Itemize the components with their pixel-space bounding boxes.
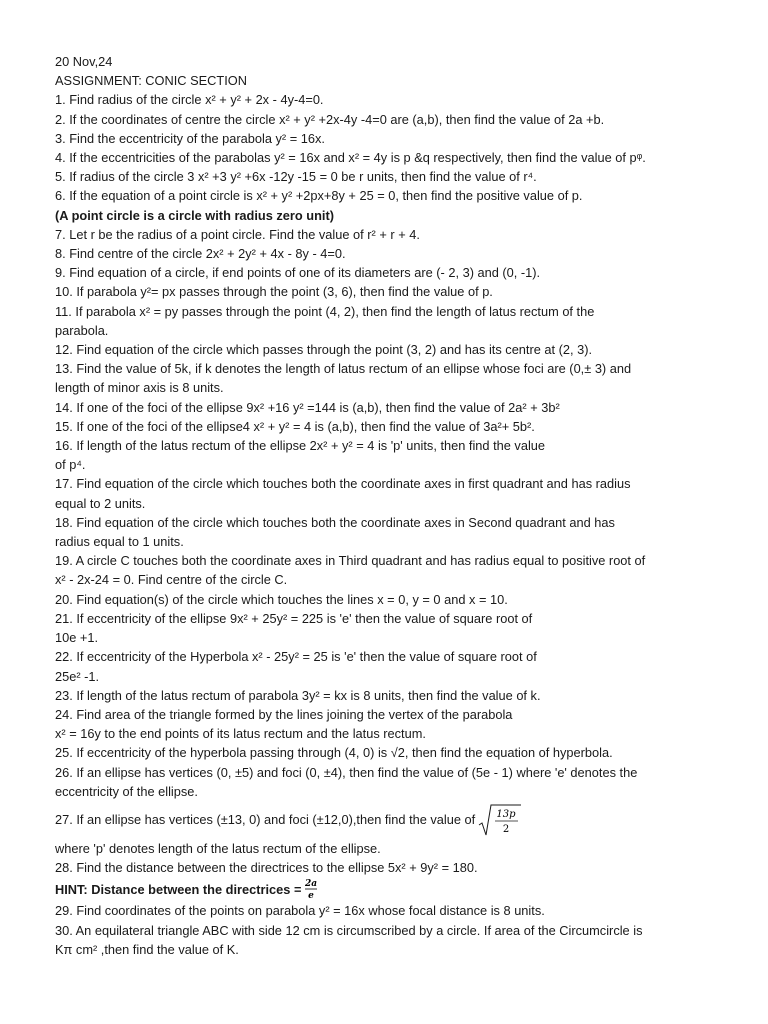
question-6: 6. If the equation of a point circle is x² + y² +2px+8y + 25 = 0, then find the positive value of p. xyxy=(55,188,583,204)
question-4: 4. If the eccentricities of the parabolas y² = 16x and x² = 4y is p &q respectively, then find the value of pᵠ. xyxy=(55,150,646,166)
question-line: 24. Find area of the triangle formed by the lines joining the vertex of the parabola xyxy=(55,706,513,722)
hint-fraction-icon xyxy=(303,877,319,901)
question-28: 28. Find the distance between the directrices to the ellipse 5x² + 9y² = 180. xyxy=(55,860,478,876)
question-line: 8. Find centre of the circle 2x² + 2y² + 4x - 8y - 4=0. xyxy=(55,246,346,262)
q27-denominator: 2 xyxy=(503,823,510,835)
question-line: 18. Find equation of the circle which touches both the coordinate axes in Second quadrant and has xyxy=(55,514,615,530)
question-line: x² - 2x-24 = 0. Find centre of the circle C. xyxy=(55,572,288,588)
question-line: 21. If eccentricity of the ellipse 9x² + 25y² = 225 is 'e' then the value of square root of xyxy=(55,610,533,626)
question-line: 22. If eccentricity of the Hyperbola x² - 25y² = 25 is 'e' then the value of square root of xyxy=(55,649,537,665)
assignment-title: ASSIGNMENT: CONIC SECTION xyxy=(55,73,247,89)
hint-denominator: e xyxy=(308,891,315,902)
question-line: parabola. xyxy=(55,322,109,338)
question-line: 13. Find the value of 5k, if k denotes the length of latus rectum of an ellipse whose foci are (0,± 3) and xyxy=(55,361,632,377)
question-line: 26. If an ellipse has vertices (0, ±5) and foci (0, ±4), then find the value of (5e - 1) where 'e' denotes the xyxy=(55,764,638,780)
question-line: radius equal to 1 units. xyxy=(55,534,184,550)
question-3: 3. Find the eccentricity of the parabola y² = 16x. xyxy=(55,130,325,146)
questions-7-26 xyxy=(55,225,715,801)
question-line: x² = 16y to the end points of its latus rectum and the latus rectum. xyxy=(55,726,426,742)
question-line: 7. Let r be the radius of a point circle. Find the value of r² + r + 4. xyxy=(55,226,420,242)
question-line: 12. Find equation of the circle which passes through the point (3, 2) and has its centre at (2, 3). xyxy=(55,342,593,358)
question-line: 25e² -1. xyxy=(55,668,100,684)
question-line: 15. If one of the foci of the ellipse4 x² + y² = 4 is (a,b), then find the value of 3a²+ 5b². xyxy=(55,418,535,434)
assignment-date: 20 Nov,24 xyxy=(55,54,113,69)
question-line: 10e +1. xyxy=(55,630,99,646)
question-29: 29. Find coordinates of the points on parabola y² = 16x whose focal distance is 8 units. xyxy=(55,903,545,919)
question-30: 30. An equilateral triangle ABC with side 12 cm is circumscribed by a circle. If area of the Circumcircle is xyxy=(55,922,643,938)
question-line: 17. Find equation of the circle which touches both the coordinate axes in first quadrant and has radius xyxy=(55,476,631,492)
question-line: 11. If parabola x² = py passes through the point (4, 2), then find the length of latus rectum of the xyxy=(55,303,595,319)
question-1: 1. Find radius of the circle x² + y² + 2x - 4y-4=0. xyxy=(55,92,324,108)
question-line: 9. Find equation of a circle, if end points of one of its diameters are (- 2, 3) and (0, -1). xyxy=(55,265,541,281)
question-line: eccentricity of the ellipse. xyxy=(55,783,198,799)
question-line: length of minor axis is 8 units. xyxy=(55,380,224,396)
question-line: 14. If one of the foci of the ellipse 9x² +16 y² =144 is (a,b), then find the value of 2a² + 3b² xyxy=(55,399,560,415)
q27-numerator: 13p xyxy=(496,808,516,820)
question-line: of p⁴. xyxy=(55,457,86,473)
hint-text: HINT: Distance between the directrices = xyxy=(55,881,302,897)
question-27-text: 27. If an ellipse has vertices (±13, 0) and foci (±12,0),then find the value of xyxy=(55,812,476,828)
sqrt-fraction-icon xyxy=(478,803,522,837)
question-line: 10. If parabola y²= px passes through the point (3, 6), then find the value of p. xyxy=(55,284,493,300)
questions-1-6 xyxy=(55,90,715,205)
question-30-cont: Kπ cm² ,then find the value of K. xyxy=(55,941,239,957)
question-2: 2. If the coordinates of centre the circle x² + y² +2x-4y -4=0 are (a,b), then find the value of 2a +b. xyxy=(55,111,605,127)
directrices-hint xyxy=(55,877,715,901)
question-line: equal to 2 units. xyxy=(55,495,146,511)
point-circle-note: (A point circle is a circle with radius zero unit) xyxy=(55,207,334,223)
question-line: where 'p' denotes length of the latus rectum of the ellipse. xyxy=(55,840,381,856)
question-line: 19. A circle C touches both the coordinate axes in Third quadrant and has radius equal to positive root of xyxy=(55,553,646,569)
question-line: 23. If length of the latus rectum of parabola 3y² = kx is 8 units, then find the value of k. xyxy=(55,687,541,703)
question-line: 20. Find equation(s) of the circle which touches the lines x = 0, y = 0 and x = 10. xyxy=(55,591,508,607)
question-27 xyxy=(55,801,715,839)
question-line: 16. If length of the latus rectum of the ellipse 2x² + y² = 4 is 'p' units, then find the value xyxy=(55,438,546,454)
assignment-content xyxy=(55,52,715,959)
question-line: 25. If eccentricity of the hyperbola passing through (4, 0) is √2, then find the equation of hyperbola. xyxy=(55,745,613,761)
question-5: 5. If radius of the circle 3 x² +3 y² +6x -12y -15 = 0 be r units, then find the value of r⁴. xyxy=(55,169,537,185)
hint-numerator: 2a xyxy=(305,879,318,890)
